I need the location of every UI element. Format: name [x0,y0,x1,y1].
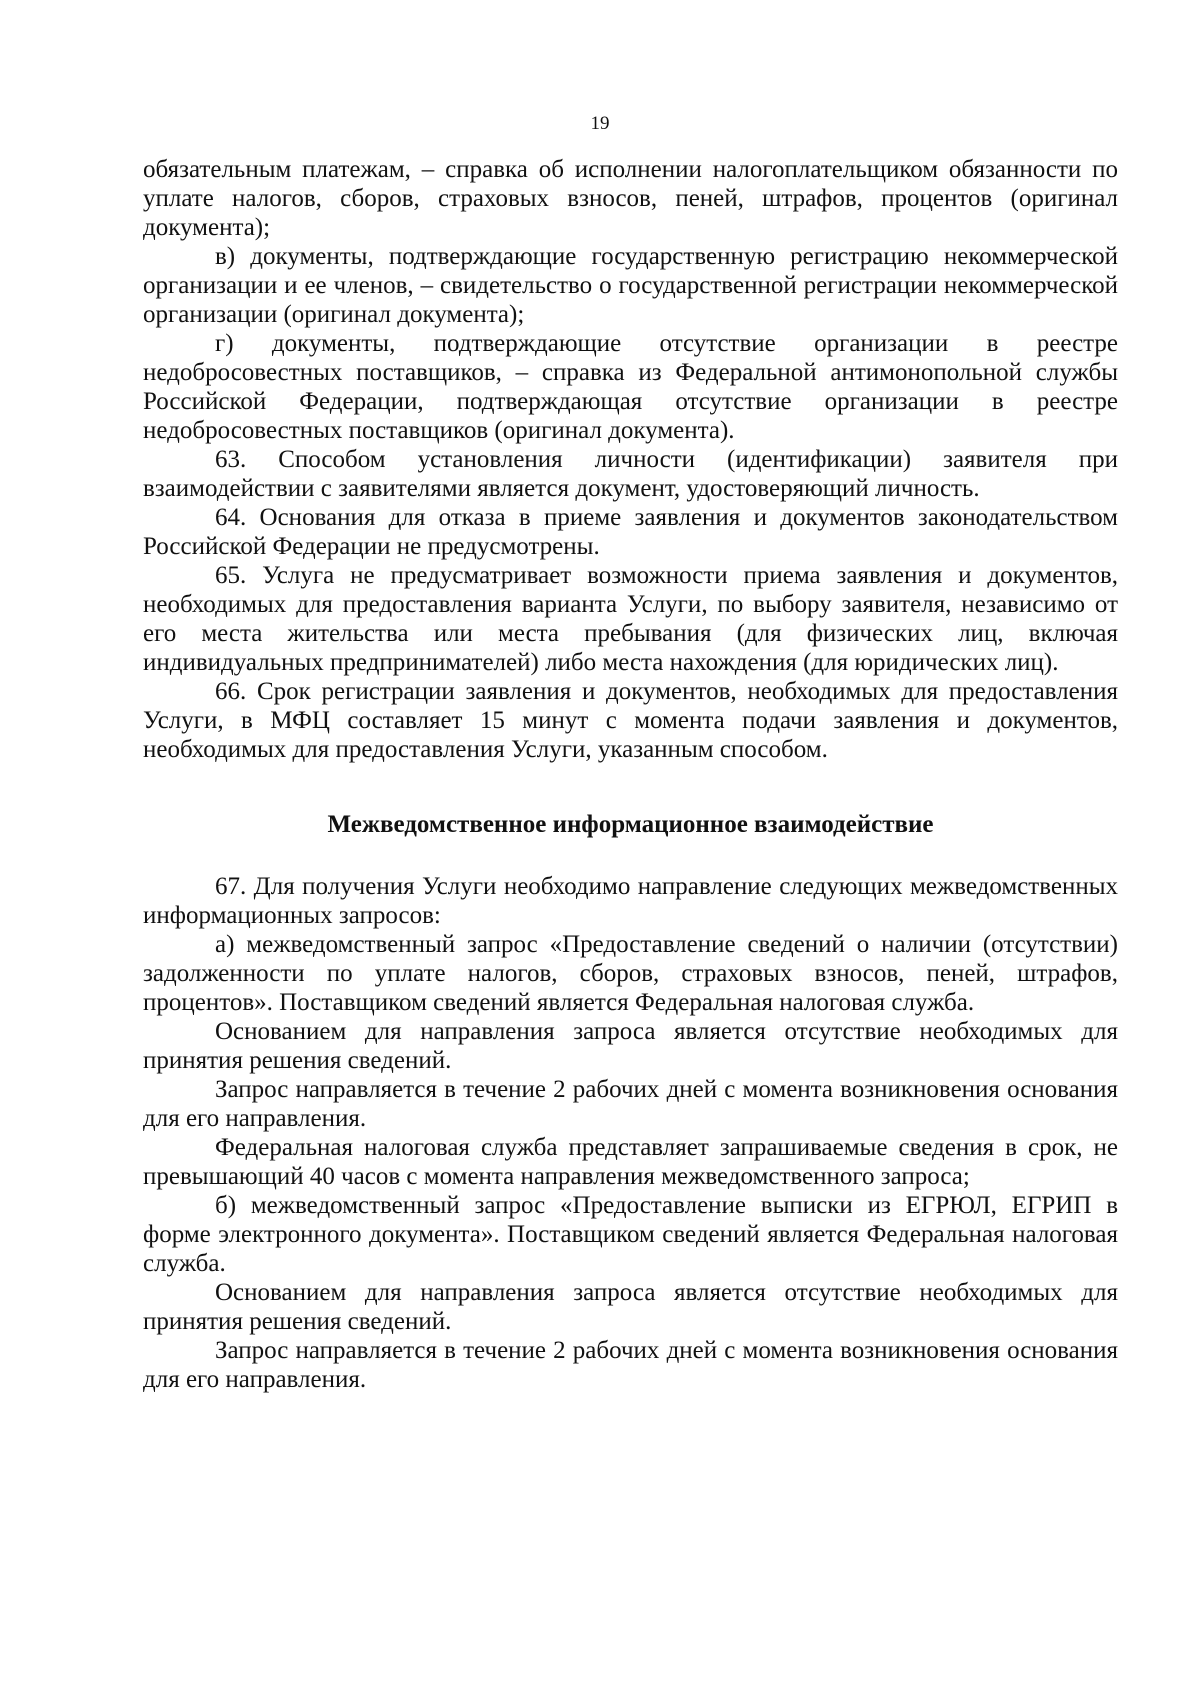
paragraph-64: 64. Основания для отказа в приеме заявления и документов законодательством Российской Федерации не предусмотрены. [143,504,1118,560]
paragraph-a-term: Запрос направляется в течение 2 рабочих дней с момента возникновения основания для его направления. [143,1076,1118,1132]
document-body [143,155,1118,1394]
paragraph-63: 63. Способом установления личности (идентификации) заявителя при взаимодействии с заявителями является документ, удостоверяющий личность. [143,446,1118,502]
paragraph-intro: обязательным платежам, – справка об исполнении налогоплательщиком обязанности по уплате налогов, сборов, страховых взносов, пеней, штрафов, процентов (оригинал документа); [143,156,1118,241]
paragraph-a-basis: Основанием для направления запроса является отсутствие необходимых для принятия решения сведений. [143,1018,1118,1074]
paragraph-65: 65. Услуга не предусматривает возможности приема заявления и документов, необходимых для предоставления варианта Услуги, по выбору заявителя, независимо от его места жительства или места пребывания (для физических лиц, включая индивидуальных предпринимателей) либо места нахождения (для юридических лиц). [143,562,1118,676]
paragraph-b-basis: Основанием для направления запроса является отсутствие необходимых для принятия решения сведений. [143,1279,1118,1335]
section-heading: Межведомственное информационное взаимодействие [327,811,934,838]
paragraph-a: а) межведомственный запрос «Предоставление сведений о наличии (отсутствии) задолженности по уплате налогов, сборов, страховых взносов, пеней, штрафов, процентов». Поставщиком сведений является Федеральная налоговая служба. [143,931,1118,1016]
paragraph-67: 67. Для получения Услуги необходимо направление следующих межведомственных информационных запросов: [143,873,1118,929]
paragraph-b-term: Запрос направляется в течение 2 рабочих дней с момента возникновения основания для его направления. [143,1337,1118,1393]
paragraph-b: б) межведомственный запрос «Предоставление выписки из ЕГРЮЛ, ЕГРИП в форме электронного документа». Поставщиком сведений является Федеральная налоговая служба. [143,1192,1118,1277]
page-number: 19 [590,113,610,134]
paragraph-a-fns: Федеральная налоговая служба представляет запрашиваемые сведения в срок, не превышающий 40 часов с момента направления межведомственного запроса; [143,1134,1118,1190]
paragraph-v: в) документы, подтверждающие государственную регистрацию некоммерческой организации и ее членов, – свидетельство о государственной регистрации некоммерческой организации (оригинал документа); [143,243,1118,328]
paragraph-g: г) документы, подтверждающие отсутствие организации в реестре недобросовестных поставщиков, – справка из Федеральной антимонопольной службы Российской Федерации, подтверждающая отсутствие организации в реестре недобросовестных поставщиков (оригинал документа). [143,330,1118,444]
paragraph-66: 66. Срок регистрации заявления и документов, необходимых для предоставления Услуги, в МФЦ составляет 15 минут с момента подачи заявления и документов, необходимых для предоставления Услуги, указанным способом. [143,678,1118,763]
